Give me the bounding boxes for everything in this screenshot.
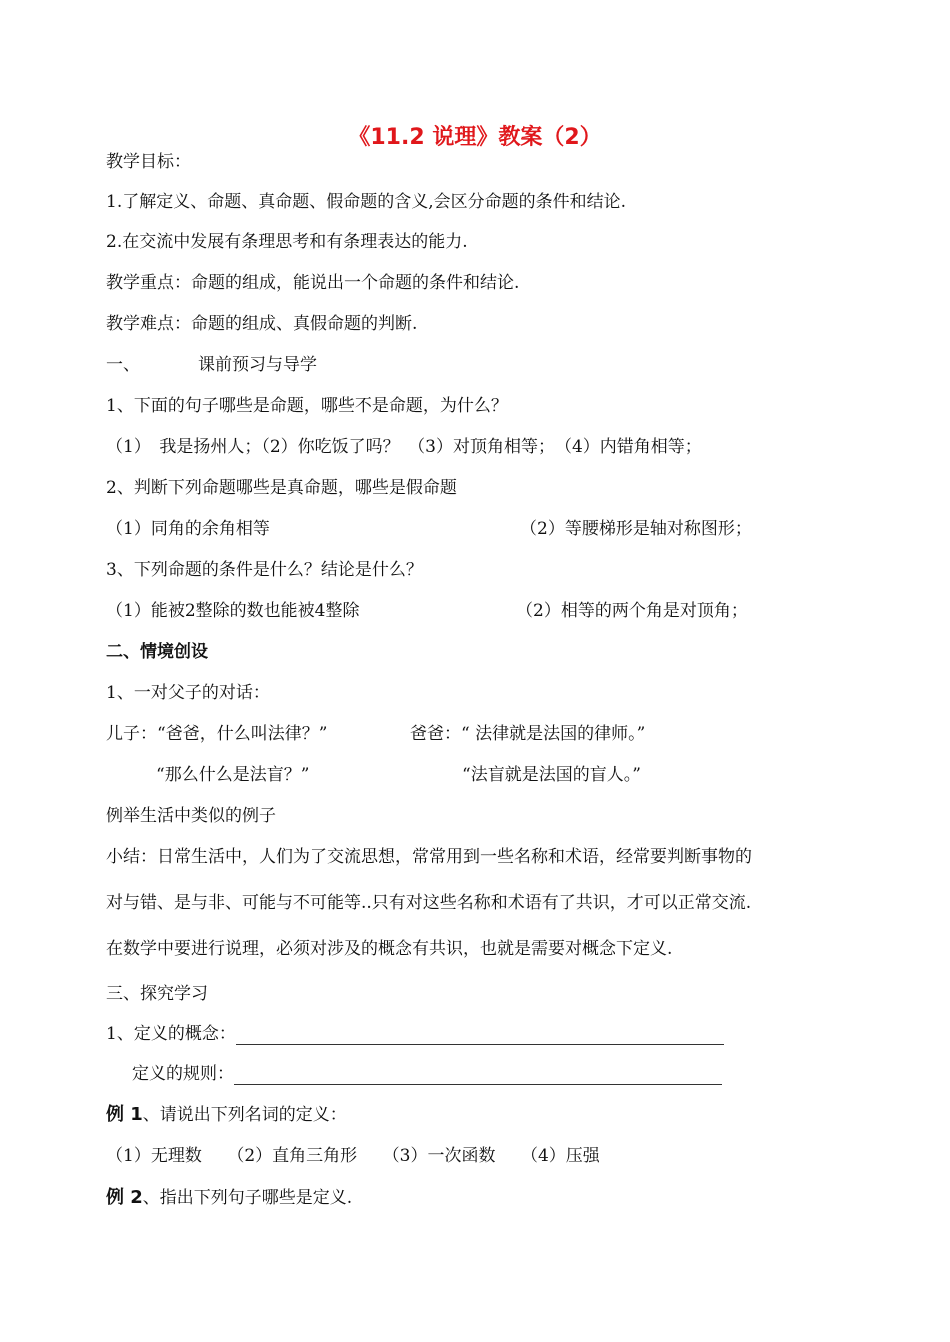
example-1-label: 例 1	[106, 1104, 143, 1125]
summary-line-2: 对与错、是与非、可能与不可能等..只有对这些名称和术语有了共识，才可以正常交流.	[106, 893, 752, 913]
definition-concept-row	[106, 1023, 724, 1045]
example-1-items: （1）无理数 （2）直角三角形 （3）一次函数 （4）压强	[106, 1146, 600, 1166]
goal-2: 2.在交流中发展有条理思考和有条理表达的能力.	[106, 232, 468, 252]
example-1	[106, 1104, 347, 1126]
dialog-dad-2: “法盲就是法国的盲人。”	[462, 765, 641, 785]
question-1-items: （1） 我是扬州人；（2）你吃饭了吗？ （3）对顶角相等； （4）内错角相等；	[106, 437, 702, 457]
example-2-label: 例 2	[106, 1187, 143, 1208]
section1-heading	[106, 354, 317, 376]
question-1: 1、下面的句子哪些是命题，哪些不是命题，为什么？	[106, 396, 508, 416]
page-title: 《11.2 说理》教案（2）	[348, 125, 602, 150]
examples-prompt: 例举生活中类似的例子	[106, 806, 276, 826]
section1-number: 一、	[106, 355, 140, 375]
question-3-item-a: （1）能被2整除的数也能被4整除	[106, 601, 360, 621]
example-2	[106, 1187, 352, 1209]
question-2-item-a: （1）同角的余角相等	[106, 519, 270, 539]
example-1-text: 、请说出下列名词的定义：	[142, 1105, 347, 1125]
definition-rule-blank	[234, 1068, 722, 1085]
definition-concept-blank	[236, 1028, 724, 1045]
definition-rule-row	[132, 1063, 722, 1085]
dialog-son-2: “那么什么是法盲？”	[156, 765, 310, 785]
question-2-item-b: （2）等腰梯形是轴对称图形；	[520, 519, 752, 539]
section2-heading: 二、情境创设	[106, 642, 208, 662]
question-3: 3、下列命题的条件是什么？结论是什么？	[106, 560, 423, 580]
definition-concept-label: 1、定义的概念：	[106, 1024, 236, 1044]
dialog-dad-1: 爸爸：“ 法律就是法国的律师。”	[410, 724, 646, 744]
key-point: 教学重点：命题的组成，能说出一个命题的条件和结论.	[106, 273, 520, 293]
question-3-item-b: （2）相等的两个角是对顶角；	[516, 601, 748, 621]
example-2-text: 、指出下列句子哪些是定义.	[142, 1188, 353, 1208]
summary-line-1: 小结：日常生活中，人们为了交流思想，常常用到一些名称和术语，经常要判断事物的	[106, 847, 752, 867]
goal-1: 1.了解定义、命题、真命题、假命题的含义,会区分命题的条件和结论.	[106, 192, 627, 212]
dialog-intro: 1、一对父子的对话：	[106, 683, 270, 703]
dialog-son-1: 儿子：“爸爸，什么叫法律？”	[106, 724, 328, 744]
goals-heading: 教学目标：	[106, 152, 191, 172]
section3-heading: 三、探究学习	[106, 984, 208, 1004]
summary-line-3: 在数学中要进行说理，必须对涉及的概念有共识，也就是需要对概念下定义.	[106, 939, 673, 959]
section1-title: 课前预习与导学	[198, 355, 317, 375]
question-2: 2、判断下列命题哪些是真命题，哪些是假命题	[106, 478, 457, 498]
difficulty: 教学难点：命题的组成、真假命题的判断.	[106, 314, 418, 334]
definition-rule-label: 定义的规则：	[132, 1064, 234, 1084]
